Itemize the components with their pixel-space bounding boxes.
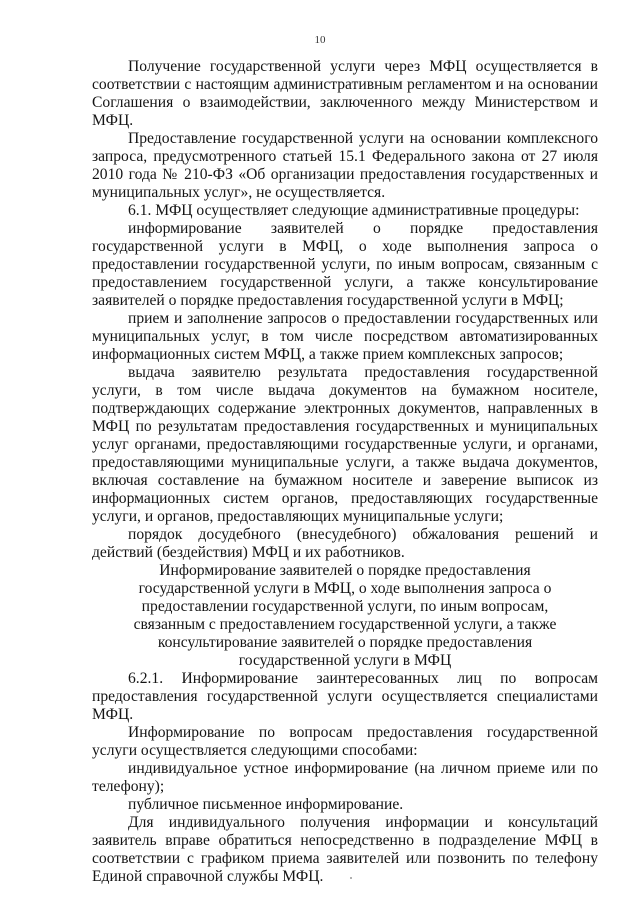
- paragraph-6-2-1: 6.2.1. Информирование заинтересованных лиц по вопросам предоставления государственной услуги осуществляется специалистами МФЦ.: [92, 670, 598, 723]
- section-heading: Информирование заявителей о порядке предоставления государственной услуги в МФЦ, о ходе выполнения запроса о предоставлении государственной услуги, по иным вопросам, связанным с предоставлением государственной услуги, а также консультирование заявителей о порядке предоставления государственной услуги в МФЦ: [133, 562, 557, 669]
- list-item-informing: информирование заявителей о порядке предоставления государственной услуги в МФЦ, о ходе выполнения запроса о предоставлении государственной услуги, по иным вопросам, связанным с предоставлением государственной услуги, а также консультирование заявителей о порядке предоставления государственной услуги в МФЦ;: [92, 220, 598, 309]
- list-item-appeal-procedure: порядок досудебного (внесудебного) обжалования решений и действий (бездействия) МФЦ и их работников.: [92, 526, 598, 561]
- list-item-receiving-requests: прием и заполнение запросов о предоставлении государственных или муниципальных услуг, в том числе посредством автоматизированных информационных систем МФЦ, а также прием комплексных запросов;: [92, 310, 598, 363]
- document-body: [92, 58, 598, 886]
- list-item-written-informing: публичное письменное информирование.: [128, 796, 404, 813]
- scan-dot: [350, 877, 352, 879]
- list-item-issuing-results: выдача заявителю результата предоставления государственной услуги, в том числе выдача документов на бумажном носителе, подтверждающих содержание электронных документов, направленных в МФЦ по результатам предоставления государственных и муниципальных услуг органами, предоставляющими государственные услуги, и органами, предоставляющими муниципальные услуги, а также выдача документов, включая составление на бумажном носителе и заверение выписок из информационных систем органов, предоставляющих государственные услуги, и органов, предоставляющих муниципальные услуги;: [92, 364, 598, 525]
- list-item-oral-informing: индивидуальное устное информирование (на личном приеме или по телефону);: [92, 760, 598, 795]
- paragraph-informing-methods: Информирование по вопросам предоставления государственной услуги осуществляется следующими способами:: [92, 724, 598, 759]
- paragraph-procedures-intro: 6.1. МФЦ осуществляет следующие административные процедуры:: [128, 202, 580, 219]
- paragraph-complex-request: Предоставление государственной услуги на основании комплексного запроса, предусмотренного статьей 15.1 Федерального закона от 27 июля 2010 года № 210-ФЗ «Об организации предоставления государственных и муниципальных услуг», не осуществляется.: [92, 130, 598, 201]
- page-number: 10: [314, 34, 326, 46]
- paragraph-mfc-basis: Получение государственной услуги через МФЦ осуществляется в соответствии с настоящим административным регламентом и на основании Соглашения о взаимодействии, заключенного между Министерством и МФЦ.: [92, 58, 598, 129]
- paragraph-individual-consultation: Для индивидуального получения информации и консультаций заявитель вправе обратиться непосредственно в подразделение МФЦ в соответствии с графиком приема заявителей или позвонить по телефону Единой справочной службы МФЦ.: [92, 814, 598, 885]
